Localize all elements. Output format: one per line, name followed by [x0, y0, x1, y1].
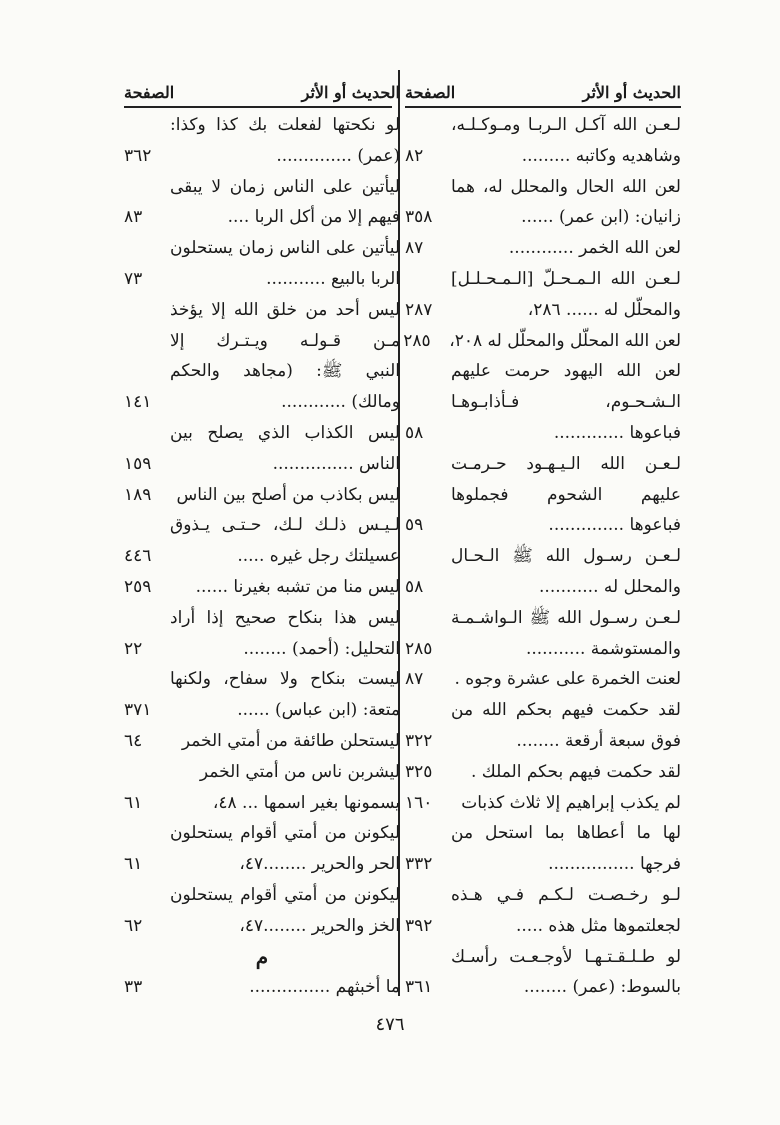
entry-line [405, 449, 681, 480]
entry-line [405, 510, 681, 541]
entry-line [124, 202, 400, 233]
entry-line [405, 387, 681, 418]
entry-line [124, 449, 400, 480]
index-entry [405, 356, 681, 448]
column-header [124, 72, 400, 102]
index-entry [124, 880, 400, 942]
entry-text: والمستوشمة ........... [525, 638, 681, 659]
entry-text: ليس بكاذب من أصلح بين الناس [176, 484, 400, 505]
entry-text: ما أخبثهم ............... [249, 977, 400, 998]
index-entry [405, 233, 681, 264]
index-entry [124, 572, 400, 603]
entry-line [124, 664, 400, 695]
entry-page-ref: ٣٧١ [124, 700, 152, 721]
entry-line [405, 880, 681, 911]
entry-line [124, 788, 400, 819]
entry-line [405, 634, 681, 665]
entry-line [405, 664, 681, 695]
index-entry [405, 757, 681, 788]
entry-line [124, 695, 400, 726]
index-entry [405, 880, 681, 942]
section-letter: م [255, 944, 269, 969]
entry-text: لـيـس ذلـك لـك، حـتـى يـذوق [170, 515, 400, 536]
column-header [405, 72, 681, 102]
header-hadith-label: الحديث أو الأثر [301, 83, 400, 102]
entry-line [405, 911, 681, 942]
entry-line [124, 326, 400, 357]
entry-text: ليأتين على الناس زمان يستحلون [170, 238, 400, 259]
entry-text: (عمر) .............. [276, 145, 400, 166]
entry-page-ref: ٨٧ [405, 238, 424, 259]
entry-page-ref: ٥٨ [405, 422, 424, 443]
entry-text: والمحلل له ........... [539, 576, 681, 597]
header-hadith-label: الحديث أو الأثر [582, 83, 681, 102]
entry-line [405, 849, 681, 880]
index-entry [124, 664, 400, 726]
index-entry [124, 726, 400, 757]
entry-page-ref: ٣٦١ [405, 977, 433, 998]
entry-line [405, 788, 681, 819]
entry-line [405, 356, 681, 387]
entry-text: التحليل: (أحمد) ........ [243, 638, 400, 659]
entry-text: لقد حكمت فيهم بحكم الملك . [470, 761, 681, 782]
entry-text: فباعوها .............. [548, 515, 681, 536]
entry-text: والمحلّل له ...... ٢٨٦، [527, 299, 681, 320]
right-column [405, 72, 681, 1003]
entry-page-ref: ١٨٩ [124, 484, 152, 505]
index-entry [124, 172, 400, 234]
entry-page-ref: ٧٣ [124, 268, 143, 289]
index-entry [405, 449, 681, 541]
entry-text: الـشـحـوم، فـأذابـوهـا [451, 392, 681, 413]
entry-line [124, 233, 400, 264]
index-entry [405, 326, 681, 357]
entry-text: لعن الله الخمر ............ [508, 238, 681, 259]
entry-line [124, 880, 400, 911]
entry-page-ref: ٢٨٥ [403, 330, 431, 351]
header-page-label: الصفحة [405, 83, 456, 102]
entry-line [405, 695, 681, 726]
entry-text: ليستحلن طائفة من أمتي الخمر [181, 730, 400, 751]
entry-text: فيهم إلا من أكل الربا .... [227, 207, 400, 228]
entry-text: عليهم الشحوم فجملوها [451, 484, 681, 505]
entry-text: لـعـن رسـول الله ﷺ الـحـال [451, 546, 681, 567]
entry-line [124, 480, 400, 511]
entry-page-ref: ١٥٩ [124, 453, 152, 474]
entry-text: لو طـلـقـتـهـا لأوجـعـت رأسـك [451, 946, 681, 967]
entry-text: فباعوها ............. [553, 422, 681, 443]
entry-line [124, 849, 400, 880]
entry-text: ليشربن ناس من أمتي الخمر [199, 761, 400, 782]
entry-line [405, 972, 681, 1003]
entry-page-ref: ٣٣ [124, 977, 143, 998]
entry-page-ref: ٦١ [124, 854, 143, 875]
entry-line [124, 387, 400, 418]
entry-text: ليكونن من أمتي أقوام يستحلون [170, 884, 400, 905]
entry-line [405, 110, 681, 141]
index-entry [124, 233, 400, 295]
entry-page-ref: ٥٩ [405, 515, 424, 536]
entry-line [124, 972, 400, 1003]
entry-text: لـعـن رسـول الله ﷺ الـواشـمـة [451, 607, 681, 628]
entry-page-ref: ٢٨٥ [405, 638, 433, 659]
entry-line [405, 603, 681, 634]
entry-line [405, 480, 681, 511]
entry-line [405, 172, 681, 203]
entry-text: النبي ﷺ: (مجاهد والحكم [170, 361, 400, 382]
index-entry [124, 295, 400, 418]
index-entry [405, 110, 681, 172]
page-number: ٤٧٦ [375, 1014, 405, 1035]
index-entry [405, 541, 681, 603]
entry-line [405, 141, 681, 172]
entry-text: الحر والحرير ........٤٧، [239, 854, 400, 875]
entry-text: لعن الله الحال والمحلل له، هما [451, 176, 681, 197]
index-entry [405, 264, 681, 326]
entry-line [405, 942, 681, 973]
entry-line [405, 326, 681, 357]
entry-text: مـن قـولـه ويـتـرك إلا [170, 330, 400, 351]
entry-text: لعن الله المحلّل والمحلّل له ٢٠٨، [449, 330, 681, 351]
index-entry [405, 664, 681, 695]
index-entry [405, 695, 681, 757]
entry-text: لـعـن الله الـمـحـلّ [الـمـحـلـل] [451, 268, 681, 289]
entry-line [405, 757, 681, 788]
entry-line [124, 603, 400, 634]
left-entries [124, 110, 400, 1003]
entry-line [124, 757, 400, 788]
index-entry [405, 942, 681, 1004]
index-entry [124, 480, 400, 511]
entry-page-ref: ٢٥٩ [124, 576, 152, 597]
entry-page-ref: ٨٢ [405, 145, 424, 166]
entry-text: الناس ............... [272, 453, 400, 474]
index-entry [124, 603, 400, 665]
entry-line [124, 141, 400, 172]
entry-text: يسمونها بغير اسمها ... ٤٨، [212, 792, 400, 813]
entry-line [405, 541, 681, 572]
entry-page-ref: ٤٤٦ [124, 546, 152, 567]
index-entry [124, 788, 400, 819]
entry-line [405, 418, 681, 449]
entry-text: متعة: (ابن عباس) ...... [237, 700, 400, 721]
index-entry [124, 757, 400, 788]
entry-text: لها ما أعطاها بما استحل من [451, 823, 681, 844]
entry-text: لقد حكمت فيهم بحكم الله من [451, 700, 681, 721]
entry-text: الخز والحرير ........٤٧، [239, 915, 400, 936]
header-page-label: الصفحة [124, 83, 175, 102]
entry-line [124, 172, 400, 203]
entry-line [124, 726, 400, 757]
index-entry [124, 110, 400, 172]
entry-line [405, 572, 681, 603]
index-entry [124, 510, 400, 572]
entry-text: عسيلتك رجل غيره ..... [237, 546, 400, 567]
left-column [124, 72, 400, 1003]
entry-page-ref: ٣٣٢ [405, 854, 433, 875]
entry-text: فرجها ................ [548, 854, 681, 875]
entry-line [405, 264, 681, 295]
entry-page-ref: ٣٩٢ [405, 915, 433, 936]
entry-page-ref: ٣٥٨ [405, 207, 433, 228]
entry-text: لعن الله اليهود حرمت عليهم [451, 361, 681, 382]
entry-page-ref: ٥٨ [405, 576, 424, 597]
entry-line [405, 202, 681, 233]
entry-page-ref: ٣٦٢ [124, 145, 152, 166]
entry-text: ليست بنكاح ولا سفاح، ولكنها [170, 669, 400, 690]
entry-text: ليأتين على الناس زمان لا يبقى [170, 176, 400, 197]
entry-page-ref: ٦٤ [124, 730, 143, 751]
right-entries [405, 110, 681, 1003]
entry-text: لجعلتموها مثل هذه ..... [515, 915, 681, 936]
entry-text: لـو رخـصـت لـكـم فـي هـذه [451, 884, 681, 905]
entry-line [405, 295, 681, 326]
entry-page-ref: ٨٧ [405, 669, 424, 690]
entry-line [124, 264, 400, 295]
entry-text: الربا بالبيع ........... [266, 268, 400, 289]
entry-line [405, 233, 681, 264]
entry-page-ref: ٢٢ [124, 638, 143, 659]
entry-page-ref: ١٦٠ [405, 792, 433, 813]
entry-line [124, 911, 400, 942]
entry-text: ومالك) ............ [281, 392, 400, 413]
entry-line [124, 572, 400, 603]
entry-page-ref: ٣٢٥ [405, 761, 433, 782]
entry-text: فوق سبعة أرقعة ........ [516, 730, 681, 751]
index-entry [405, 788, 681, 819]
entry-text: لو نكحتها لفعلت بك كذا وكذا: [170, 115, 400, 135]
entry-line [124, 541, 400, 572]
entry-text: وشاهديه وكاتبه ......... [521, 145, 681, 166]
entry-line [405, 726, 681, 757]
entry-text: لعنت الخمرة على عشرة وجوه . [454, 669, 681, 690]
entry-page-ref: ٢٨٧ [405, 299, 433, 320]
entry-text: بالسوط: (عمر) ........ [523, 977, 681, 998]
entry-page-ref: ٦٢ [124, 915, 143, 936]
entry-page-ref: ٨٣ [124, 207, 143, 228]
entry-text: ليكونن من أمتي أقوام يستحلون [170, 823, 400, 844]
index-entry [124, 818, 400, 880]
entry-line [124, 356, 400, 387]
index-entry [405, 603, 681, 665]
entry-page-ref: ١٤١ [124, 392, 152, 413]
entry-text: ليس أحد من خلق الله إلا يؤخذ [170, 299, 400, 320]
entry-line [124, 110, 400, 141]
entry-page-ref: ٣٢٢ [405, 730, 433, 751]
entry-text: لـعـن الله الـيـهـود حـرمـت [451, 453, 681, 474]
entry-text: ليس الكذاب الذي يصلح بين [170, 422, 400, 443]
entry-text: ليس هذا بنكاح صحيح إذا أراد [170, 607, 400, 628]
index-entry [124, 418, 400, 480]
entry-text: لم يكذب إبراهيم إلا ثلاث كذبات [461, 792, 681, 813]
entry-text: زانيان: (ابن عمر) ...... [521, 207, 681, 228]
entry-text: ليس منا من تشبه بغيرنا ...... [195, 576, 400, 597]
entry-line [124, 418, 400, 449]
entry-page-ref: ٦١ [124, 792, 143, 813]
index-entry [405, 818, 681, 880]
entry-line [124, 818, 400, 849]
entry-line [124, 510, 400, 541]
index-entry [124, 972, 400, 1003]
entry-line [405, 818, 681, 849]
entry-text: لـعـن الله آكـل الـربـا ومـوكـلـه، [451, 115, 681, 135]
entry-line [124, 295, 400, 326]
index-entry [405, 172, 681, 234]
entry-line [124, 634, 400, 665]
